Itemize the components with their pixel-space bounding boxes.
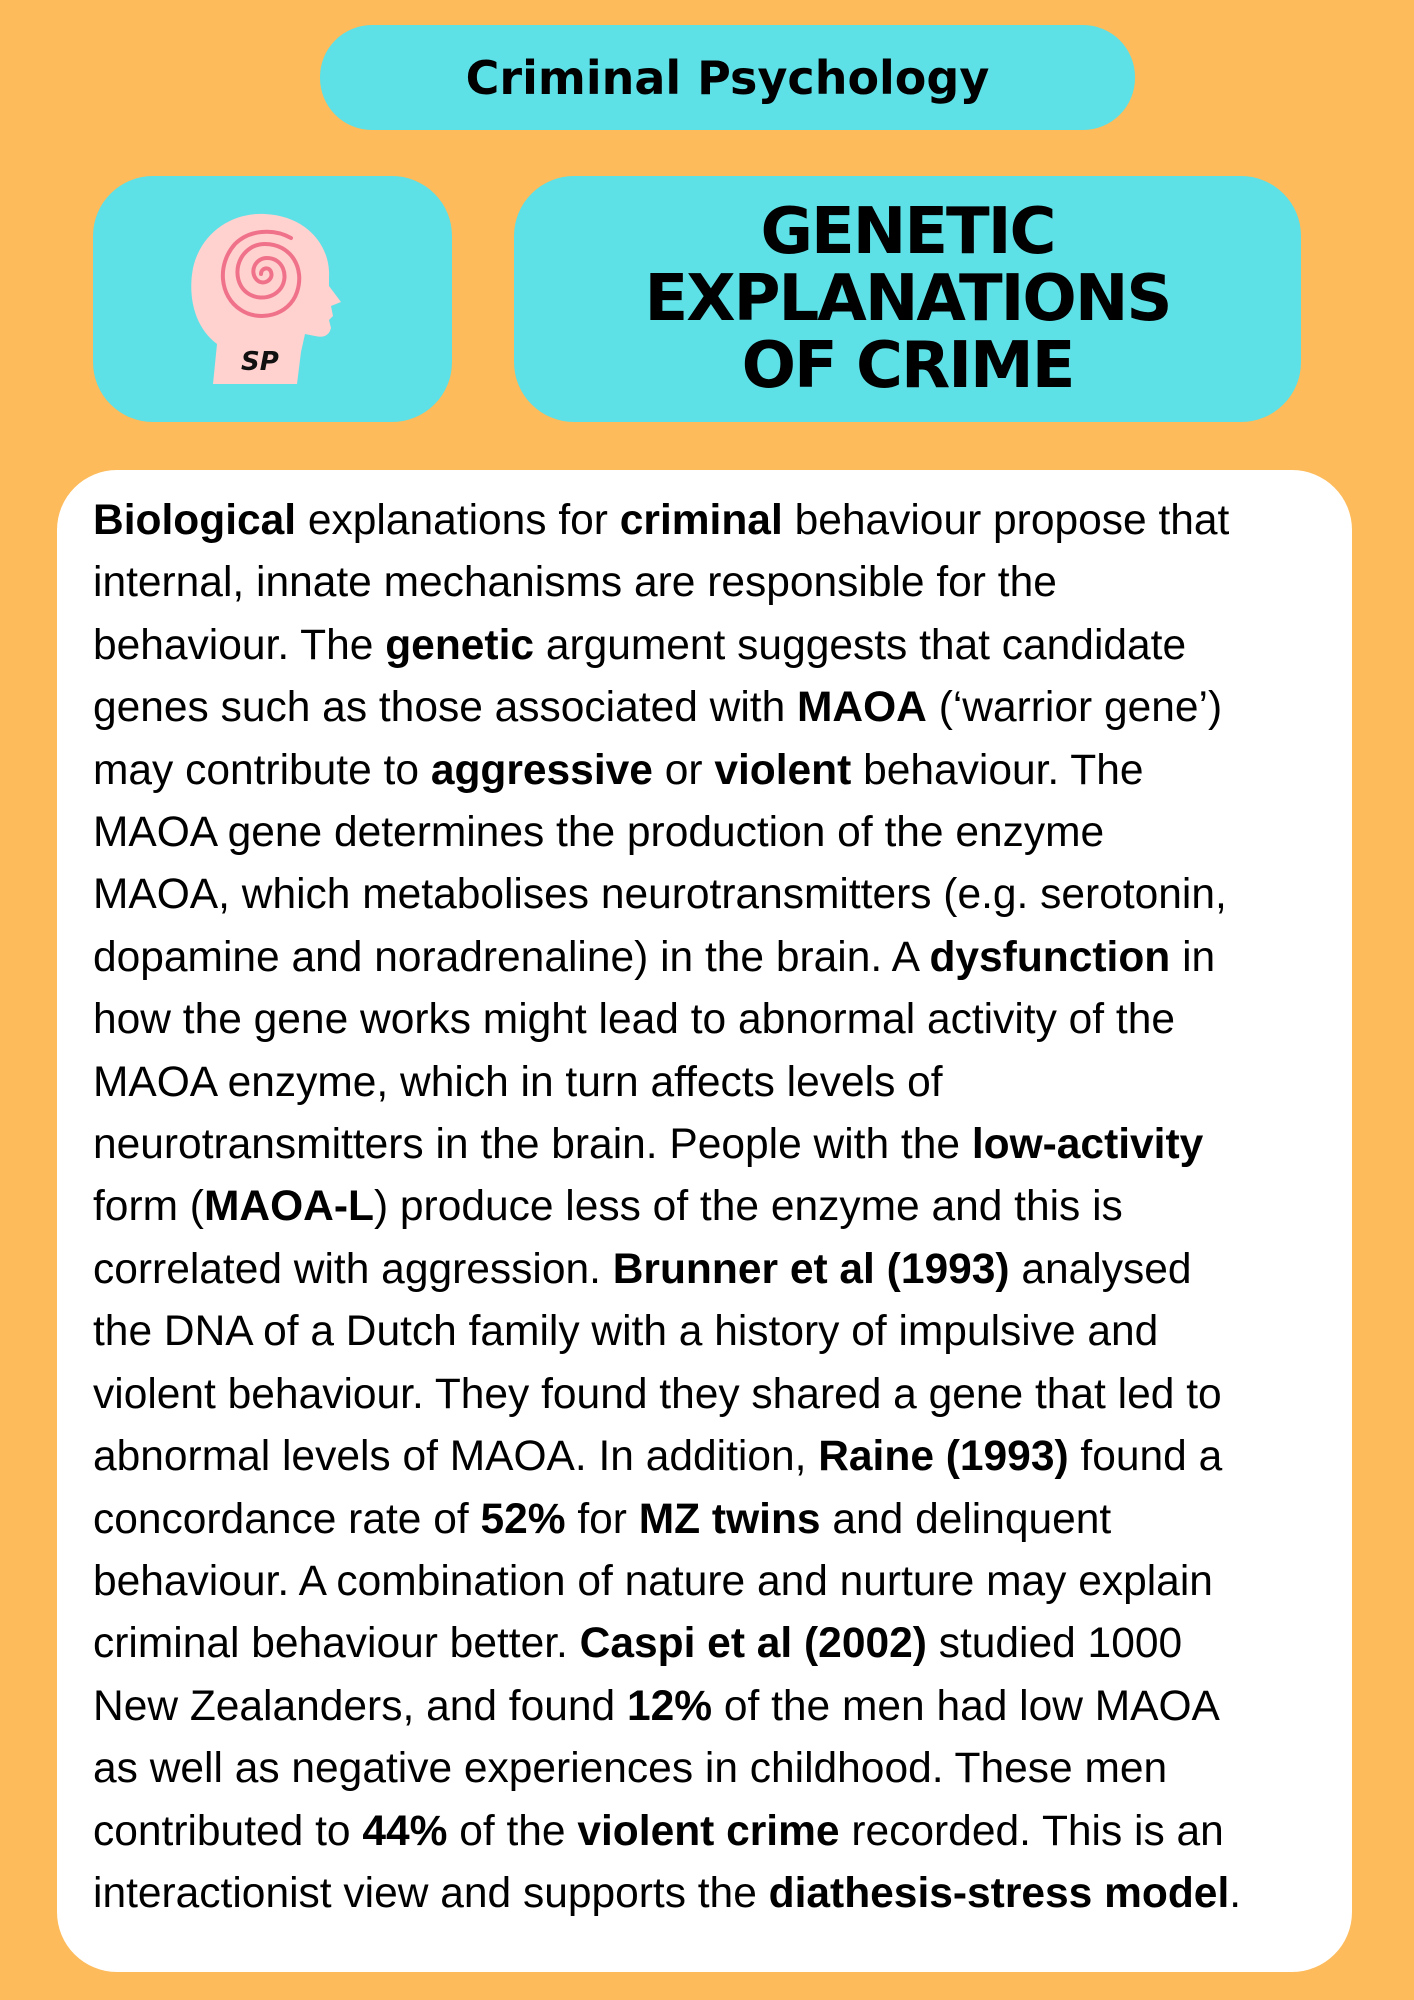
topic-label: Criminal Psychology xyxy=(465,50,990,105)
text-run: in xyxy=(1170,933,1216,981)
text-run: interactionist view and supports the xyxy=(93,1869,769,1917)
text-run: or xyxy=(652,746,715,794)
text-run: MAOA, which metabolises neurotransmitters (e.g. serotonin, xyxy=(93,871,1227,919)
logo-initials: SP xyxy=(241,347,279,377)
bold-term: genetic xyxy=(385,621,535,669)
text-run: form ( xyxy=(93,1183,204,1231)
text-run: . xyxy=(1229,1869,1242,1917)
bold-term: Raine (1993) xyxy=(818,1433,1069,1481)
body-line xyxy=(93,1489,1333,1551)
text-run: and delinquent xyxy=(820,1495,1112,1543)
logo-panel xyxy=(93,176,452,422)
bold-term: MAOA-L xyxy=(203,1183,374,1231)
text-run: ) produce less of the enzyme and this is xyxy=(373,1183,1123,1231)
body-line xyxy=(93,677,1333,739)
text-run: dopamine and noradrenaline) in the brain. A xyxy=(93,933,930,981)
bold-term: Brunner et al (1993) xyxy=(612,1245,1010,1293)
bold-term: Biological xyxy=(93,497,297,544)
body-line xyxy=(93,1239,1333,1301)
body-line xyxy=(93,864,1333,926)
body-paragraph xyxy=(93,490,1333,1925)
text-run: contributed to xyxy=(93,1807,363,1855)
text-run: recorded. This is an xyxy=(839,1807,1224,1855)
bold-term: low-activity xyxy=(971,1121,1204,1169)
title-line: OF CRIME xyxy=(741,328,1074,403)
body-line xyxy=(93,1738,1333,1800)
body-line xyxy=(93,1801,1333,1863)
text-run: correlated with aggression. xyxy=(93,1245,613,1293)
text-run: violent behaviour. They found they shared a gene that led to xyxy=(93,1370,1222,1418)
text-run: studied 1000 xyxy=(926,1620,1183,1668)
bold-term: MZ twins xyxy=(638,1495,821,1543)
bold-term: diathesis-stress model xyxy=(768,1869,1230,1917)
text-run: behaviour. The xyxy=(93,621,386,669)
body-line xyxy=(93,615,1333,677)
text-run: (‘warrior gene’) xyxy=(926,684,1223,732)
bold-term: aggressive xyxy=(430,746,653,794)
text-run: MAOA enzyme, which in turn affects levels of xyxy=(93,1058,943,1106)
bold-term: criminal xyxy=(619,497,783,544)
bold-term: violent xyxy=(714,746,852,794)
body-line xyxy=(93,927,1333,989)
body-line xyxy=(93,1426,1333,1488)
text-run: MAOA gene determines the production of the enzyme xyxy=(93,809,1105,857)
body-line xyxy=(93,1176,1333,1238)
body-line xyxy=(93,989,1333,1051)
body-line xyxy=(93,552,1333,614)
text-run: explanations for xyxy=(296,497,620,544)
text-run: behaviour. The xyxy=(851,746,1144,794)
body-line xyxy=(93,1613,1333,1675)
text-run: found a xyxy=(1068,1433,1223,1481)
text-run: of the xyxy=(447,1807,578,1855)
body-line xyxy=(93,1301,1333,1363)
text-run: neurotransmitters in the brain. People with the xyxy=(93,1121,972,1169)
content-card xyxy=(57,470,1352,1972)
body-line xyxy=(93,1364,1333,1426)
bold-term: violent crime xyxy=(577,1807,840,1855)
text-run: New Zealanders, and found xyxy=(93,1682,627,1730)
head-spiral-icon xyxy=(93,176,452,422)
bold-term: 44% xyxy=(362,1807,448,1855)
bold-term: 52% xyxy=(480,1495,566,1543)
text-run: analysed xyxy=(1009,1245,1192,1293)
text-run: may contribute to xyxy=(93,746,431,794)
text-run: for xyxy=(565,1495,639,1543)
page-title xyxy=(644,194,1171,403)
body-line xyxy=(93,1551,1333,1613)
body-line xyxy=(93,1863,1333,1925)
bold-term: MAOA xyxy=(797,684,927,732)
body-line xyxy=(93,740,1333,802)
title-line: GENETIC xyxy=(760,194,1055,269)
text-run: criminal behaviour better. xyxy=(93,1620,580,1668)
title-panel xyxy=(514,176,1301,422)
text-run: of the men had low MAOA xyxy=(712,1682,1220,1730)
text-run: as well as negative experiences in childhood. These men xyxy=(93,1745,1168,1793)
text-run: behaviour. A combination of nature and nurture may explain xyxy=(93,1557,1213,1605)
text-run: the DNA of a Dutch family with a history of impulsive and xyxy=(93,1308,1159,1356)
text-run: abnormal levels of MAOA. In addition, xyxy=(93,1433,819,1481)
text-run: argument suggests that candidate xyxy=(534,621,1187,669)
text-run: concordance rate of xyxy=(93,1495,481,1543)
bold-term: Caspi et al (2002) xyxy=(579,1620,927,1668)
bold-term: 12% xyxy=(626,1682,713,1730)
body-line xyxy=(93,1114,1333,1176)
body-line xyxy=(93,1676,1333,1738)
text-run: behaviour propose that xyxy=(782,497,1230,544)
body-line xyxy=(93,490,1333,552)
text-run: internal, innate mechanisms are responsible for the xyxy=(93,559,1057,607)
body-line xyxy=(93,802,1333,864)
topic-header xyxy=(320,25,1135,130)
title-line: EXPLANATIONS xyxy=(644,261,1171,336)
text-run: how the gene works might lead to abnormal activity of the xyxy=(93,996,1175,1044)
text-run: genes such as those associated with xyxy=(93,684,798,732)
bold-term: dysfunction xyxy=(929,933,1171,981)
body-line xyxy=(93,1052,1333,1114)
